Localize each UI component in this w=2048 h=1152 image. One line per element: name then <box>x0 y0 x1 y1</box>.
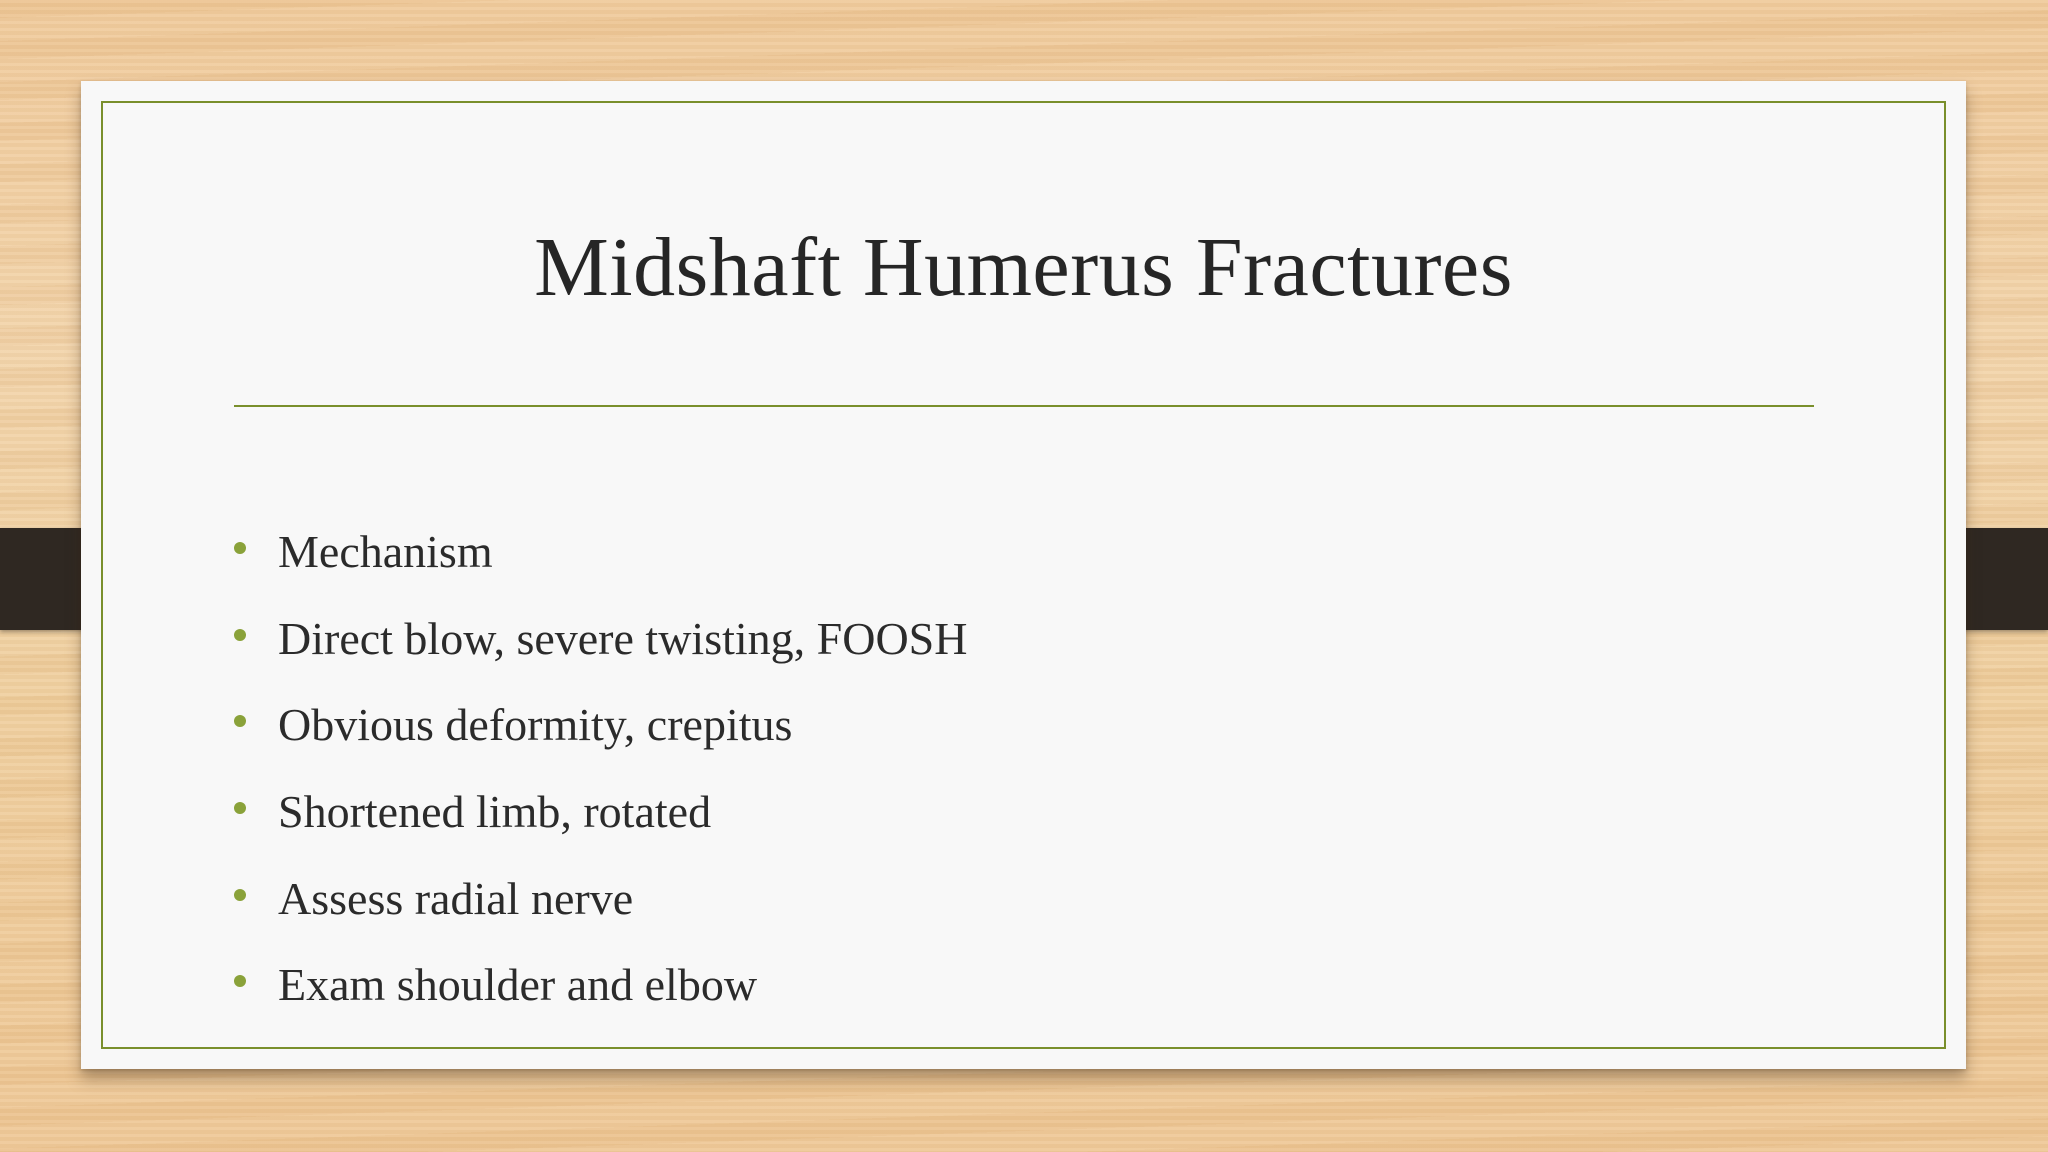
title-divider <box>234 405 1814 407</box>
slide <box>81 81 1966 1069</box>
bullet-item <box>234 509 967 596</box>
bullet-item <box>234 855 967 942</box>
bullet-text: Exam shoulder and elbow <box>278 959 758 1011</box>
bullet-dot-icon <box>234 715 246 727</box>
bullet-dot-icon <box>234 802 246 814</box>
bullet-text: Assess radial nerve <box>278 872 634 924</box>
bullet-text: Obvious deformity, crepitus <box>278 699 793 751</box>
bullet-item <box>234 682 967 769</box>
bullet-dot-icon <box>234 629 246 641</box>
bullet-dot-icon <box>234 889 246 901</box>
bullet-text: Direct blow, severe twisting, FOOSH <box>278 612 968 664</box>
bullet-item <box>234 769 967 856</box>
bullet-list <box>234 509 967 1029</box>
slide-title: Midshaft Humerus Fractures <box>534 221 1513 314</box>
bullet-dot-icon <box>234 975 246 987</box>
bullet-item <box>234 596 967 683</box>
bullet-dot-icon <box>234 542 246 554</box>
bullet-text: Mechanism <box>278 526 493 578</box>
bullet-text: Shortened limb, rotated <box>278 786 712 838</box>
bullet-item <box>234 942 967 1029</box>
